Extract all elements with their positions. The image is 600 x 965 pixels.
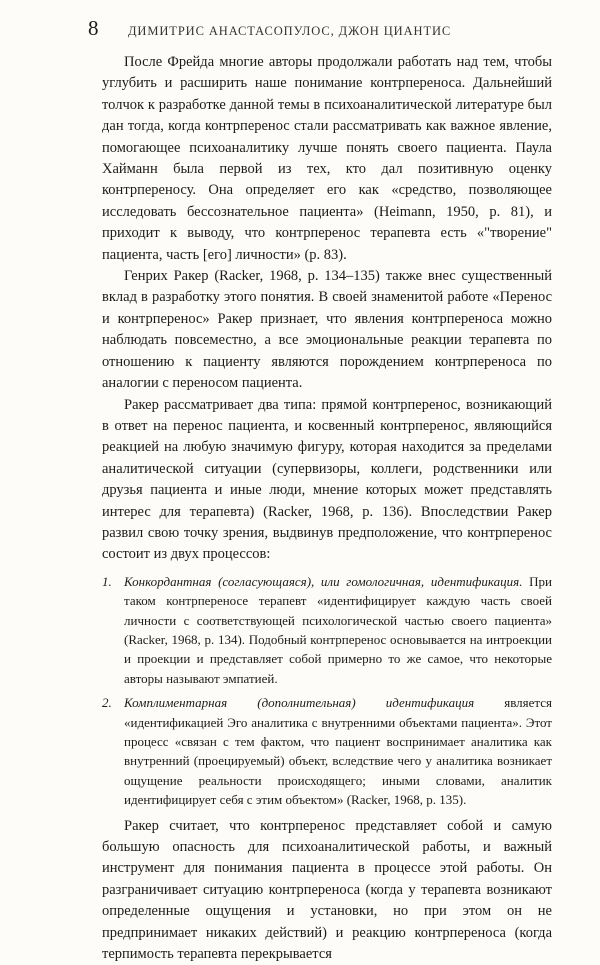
list-item — [102, 572, 552, 688]
list-item-text: При таком контрпереносе терапевт «идентифицирует каждую часть своей личности с соответствующей психологической частью своего пациента» (Racker, 1968, p. 134). Подобный контрперенос основывается на интроекции и проекции и представляет собой примерно то же самое, что некоторые авторы называют эмпатией. — [124, 573, 552, 686]
paragraph-1: После Фрейда многие авторы продолжали работать над тем, чтобы углубить и расширить наше понимание контрпереноса. Дальнейший толчок к разработке данной темы в психоаналитической литературе был дан тогда, когда контрперенос стали рассматривать как важное явление, помогающее психоаналитику лучше понять своего пациента. Паула Хайманн была первой из тех, кто дал позитивную оценку контрпереносу. Она определяет его как «средство, позволяющее исследовать бессознательное пациента» (Heimann, 1950, p. 81), и приходит к выводу, что контрперенос терапевта есть «"творение" пациента, часть [его] личности» (p. 83). — [102, 54, 552, 263]
identification-list — [102, 572, 552, 810]
running-head: ДИМИТРИС АНАСТАСОПУЛОС, ДЖОН ЦИАНТИС — [128, 24, 452, 38]
page-header — [88, 16, 558, 41]
list-item-number: 1. — [102, 573, 112, 589]
list-item-text: является «идентификацией Эго аналитика с внутренними объектами пациента». Этот процесс «связан с тем фактом, что пациент воспринимает аналитика как внутренний (проецируемый) объект, вследствие чего у аналитика возникает ощущение реальности происходящего; иными словами, аналитик идентифицирует себя с этим объектом» (Racker, 1968, p. 135). — [124, 695, 552, 808]
main-text — [102, 52, 552, 965]
list-item-body — [124, 693, 552, 809]
page-number: 8 — [88, 16, 99, 40]
list-item — [102, 693, 552, 809]
list-item-number: 2. — [102, 695, 112, 711]
paragraph-4: Ракер считает, что контрперенос представляет собой и самую большую опасность для психоаналитической работы, и важный инструмент для понимания пациента в процессе этой работы. Он разграничивает ситуацию контрпереноса (когда у терапевта возникают определенные ощущения и установки, но при этом он не предпринимает никаких действий) и реакцию контрпереноса (когда терпимость терапевта перекрывается — [102, 817, 552, 963]
list-item-term: Конкордантная (согласующаяся), или гомологичная, идентификация. — [124, 573, 523, 589]
list-item-body — [124, 572, 552, 688]
list-item-term: Комплиментарная (дополнительная) идентификация — [124, 695, 475, 711]
paragraph-3: Ракер рассматривает два типа: прямой контрперенос, возникающий в ответ на перенос пациента, и косвенный контрперенос, являющийся реакцией на любую значимую фигуру, которая находится за пределами аналитической ситуации (супервизоры, коллеги, родственники или друзья пациента и иные люди, мнение которых может представлять интерес для терапевта) (Racker, 1968, p. 136). Впоследствии Ракер развил свою точку зрения, выдвинув предположение, что контрперенос состоит из двух процессов: — [102, 396, 552, 563]
paragraph-2: Генрих Ракер (Racker, 1968, p. 134–135) также внес существенный вклад в разработку этого понятия. В своей знаменитой работе «Перенос и контрперенос» Ракер признает, что явления контрпереноса можно наблюдать повсеместно, а все эмоциональные реакции терапевта по отношению к пациенту являются порождением контрпереноса по аналогии с переносом пациента. — [102, 268, 552, 392]
